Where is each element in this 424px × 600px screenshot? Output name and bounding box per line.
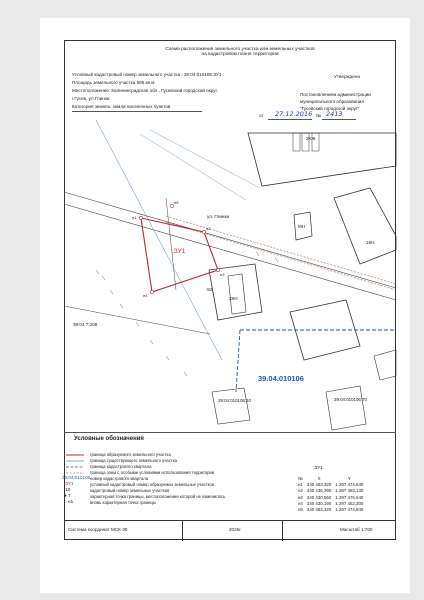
coords-cell: 340 430,190	[306, 500, 332, 506]
parcel-label-208: 39:04:7:208	[73, 322, 98, 327]
coords-cell: 1 297 493,130	[335, 488, 364, 494]
coords-cell: н3	[298, 494, 303, 500]
legend-item-7: кадастровый номер земельных участков	[90, 488, 170, 493]
quarter-number: 39.04.010106	[258, 374, 304, 383]
legend-heading: Условные обозначения	[74, 436, 144, 442]
building-label-sl: 2КЖ	[306, 136, 316, 141]
legend-item-6: условный кадастровый номер образуемых земельных участков	[90, 482, 215, 487]
footer-scale: Масштаб 1:700	[340, 527, 373, 532]
coords-header: X	[317, 476, 321, 481]
point-label-n1: н1	[132, 215, 137, 220]
legend-item-9: вновь характерная точка границы	[90, 500, 156, 505]
coords-table	[296, 476, 365, 513]
approval-number-value: 2413	[326, 110, 343, 118]
building-label-kn1: 1КН	[366, 240, 375, 245]
point-label-n2: н2	[206, 226, 211, 231]
info-area: Площадь земельного участка 595 кв.м.	[72, 80, 156, 85]
coords-header: Y	[347, 476, 351, 481]
legend-symbol-parcel: :10	[64, 487, 71, 492]
approval-date-prefix: от	[259, 113, 264, 118]
approval-date-value: 27.12.2016	[275, 110, 313, 118]
building-label-kn2: 2КН	[229, 296, 238, 301]
coords-cell: 340 453,320	[306, 507, 332, 513]
legend-symbol-quarter: 39:04:010106	[62, 475, 91, 480]
approval-line-2: муниципального образования	[300, 99, 364, 104]
coords-row	[296, 495, 365, 501]
coords-row	[296, 507, 365, 513]
point-label-n4: н4	[143, 293, 148, 298]
approval-line-1: Постановлением администрации	[300, 92, 371, 97]
coords-cell: н2	[298, 488, 303, 494]
legend-item-3: граница кадастрового квартала	[90, 464, 152, 469]
coords-cell: н5	[298, 507, 303, 513]
footer-year: 2025г.	[229, 527, 242, 532]
parcel-label-10: 39:04:010106:10	[218, 398, 251, 403]
title-line-2: на кадастровом плане территории	[201, 52, 279, 58]
plot-label: :ЗУ1	[172, 248, 186, 255]
coords-title: :ЗУ1	[313, 466, 323, 471]
coords-header: №	[298, 476, 303, 481]
point-label-n3: н3	[220, 272, 225, 277]
parcel-label-70: 39:04:010106:70	[334, 397, 367, 402]
coords-cell: 1 297 462,300	[335, 500, 364, 506]
approved-label: Утверждена	[334, 74, 360, 79]
coords-cell: н4	[298, 500, 303, 506]
info-location-street: г.Гусев, ул.Глинки	[72, 96, 110, 101]
legend-item-1: граница образуемого земельного участка	[90, 452, 171, 457]
title-line-1: Схема расположения земельного участка или земельных участков	[165, 47, 315, 52]
coords-cell: 340 430,560	[306, 494, 332, 500]
parcel-label-82: :82	[206, 287, 213, 292]
legend-symbol-new-point: ○ н1	[64, 499, 74, 504]
building-label-ml: МН	[298, 224, 306, 229]
point-label-n5: н5	[174, 200, 179, 205]
info-category: Категория земель: земли населенных пунктов	[72, 104, 171, 109]
coords-cell: н1	[298, 482, 303, 488]
info-cadastral-number: Условный кадастровый номер земельного участка : 39:04:010106:ЗУ1	[72, 72, 222, 77]
footer-system: Система координат МСК-39	[68, 527, 128, 532]
legend-symbol-point: ● 7	[64, 493, 71, 498]
legend-item-5: номер кадастрового квартала	[90, 476, 149, 481]
street-label: ул. Глинки	[207, 214, 230, 219]
coords-cell: 1 297 474,840	[335, 482, 364, 488]
legend-item-2: граница существующего земельного участка	[90, 458, 178, 463]
approval-line-3: "Гусевский городской округ"	[300, 106, 360, 111]
coords-row	[296, 488, 365, 494]
legend-item-4: граница зоны с особыми условиями использования территории	[90, 470, 215, 475]
legend-symbol-plot: :ЗУ1	[64, 481, 74, 486]
coords-cell: 1 297 474,840	[335, 507, 364, 513]
info-location: Местоположение: Калининградская обл., Гусевский городской округ,	[72, 88, 218, 93]
coords-cell: 340 436,390	[306, 488, 332, 494]
coords-cell: 1 297 476,540	[335, 494, 364, 500]
coords-cell: 340 453,320	[306, 482, 332, 488]
legend-item-8: характерная точка границы, местоположение которой не изменилось	[90, 494, 226, 499]
approval-number-prefix: №	[316, 113, 321, 118]
